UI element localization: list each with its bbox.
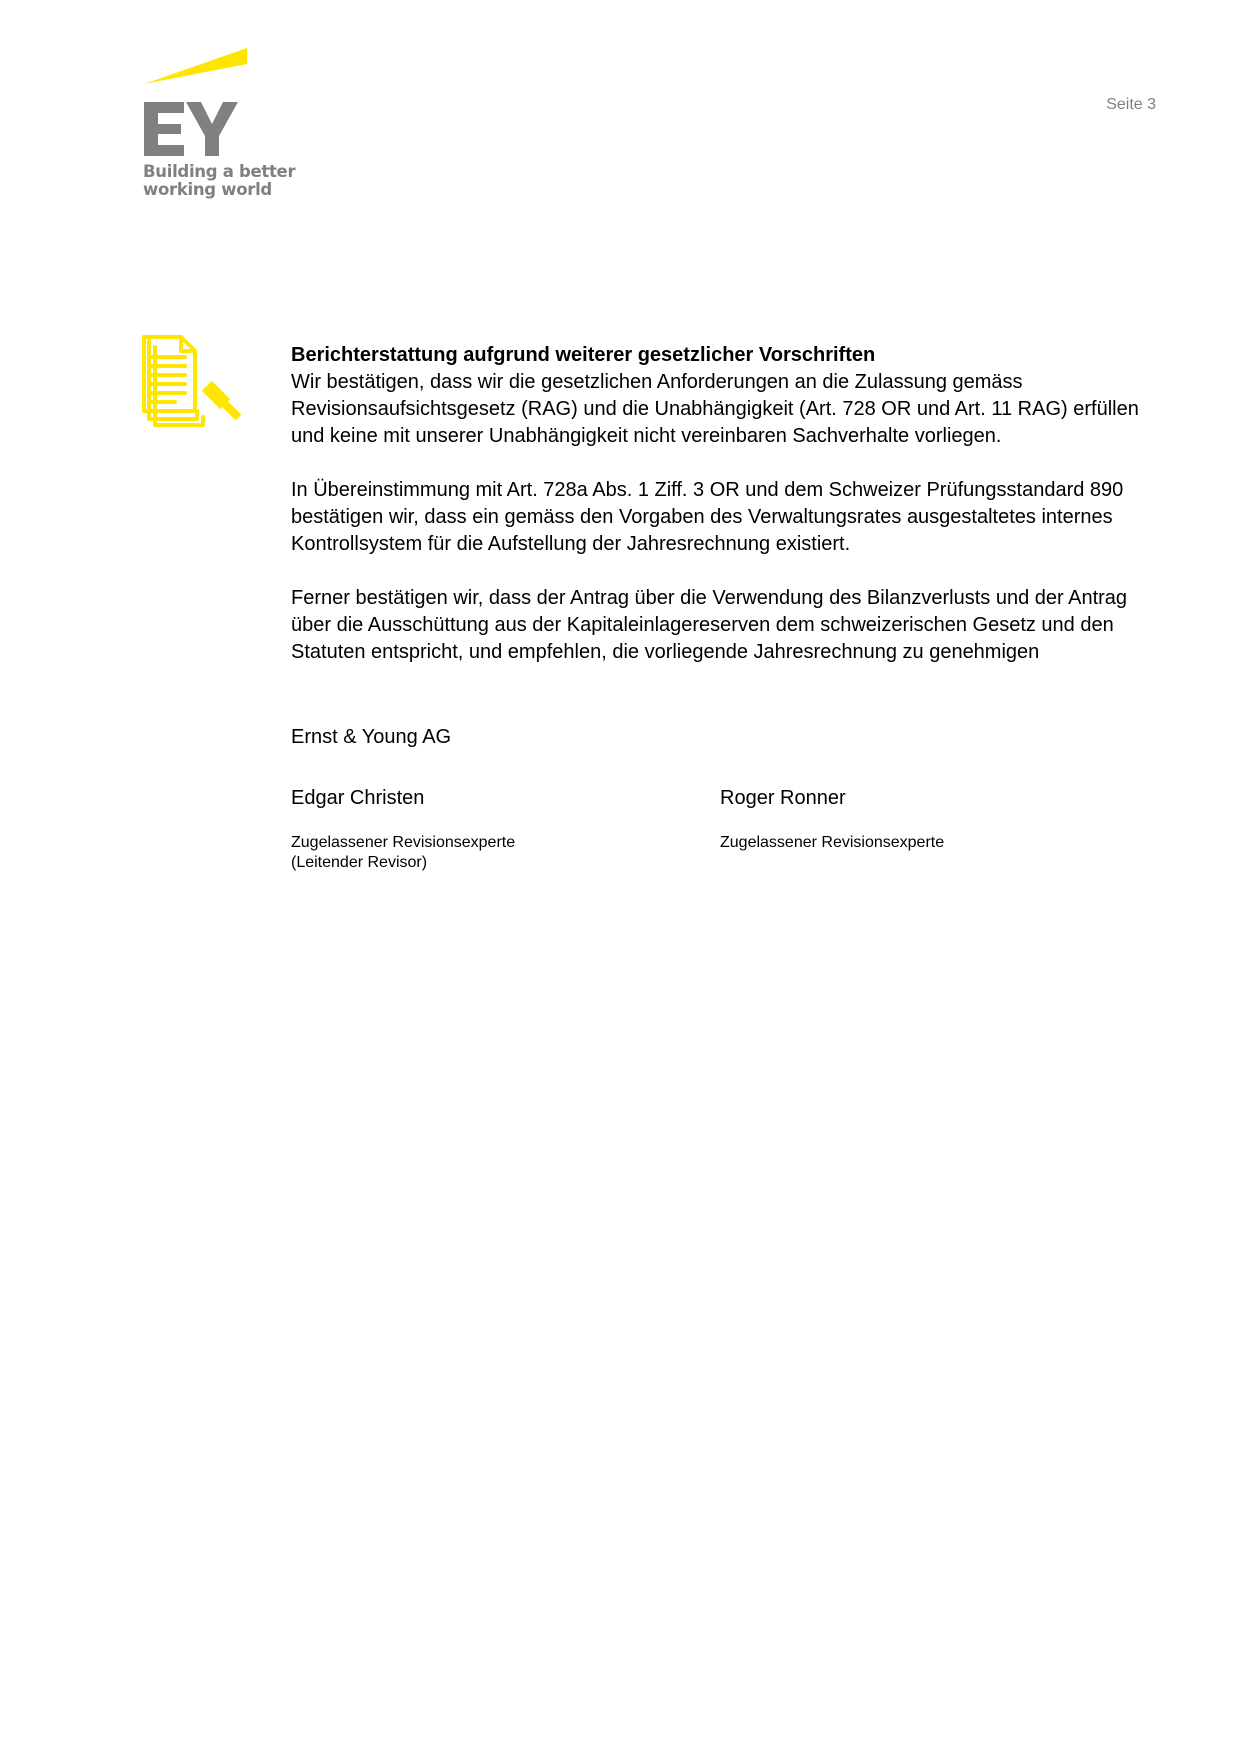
signer-role-line-1: Zugelassener Revisionsexperte bbox=[720, 834, 945, 851]
documents-gavel-icon bbox=[141, 335, 246, 433]
paragraph-1-text: Wir bestätigen, dass wir die gesetzlichen Anforderungen an die Zulassung gemäss Revisionsaufsichtsgesetz (RAG) und die Unabhängigkeit (Art. 728 OR und Art. 11 RAG) erfüllen und keine mit unserer Unabhängigkeit nicht vereinbaren Sachverhalte vorliegen. bbox=[291, 371, 1139, 447]
firm-name: Ernst & Young AG bbox=[291, 726, 452, 748]
paragraph-3: Ferner bestätigen wir, dass der Antrag über die Verwendung des Bilanzverlusts und der Antrag über die Ausschüttung aus der Kapitaleinlagereserven dem schweizerischen Gesetz und den Statuten entspricht, und empfehlen, die vorliegende Jahresrechnung zu genehmigen bbox=[291, 587, 1128, 663]
signer-role bbox=[291, 833, 691, 873]
signer-role-line-2: (Leitender Revisor) bbox=[291, 854, 428, 871]
signer-2 bbox=[720, 785, 1120, 853]
paragraph-1 bbox=[291, 342, 1171, 450]
tagline-line-2: working world bbox=[143, 180, 272, 199]
page-number: Seite 3 bbox=[1106, 96, 1156, 113]
section-title: Berichterstattung aufgrund weiterer gesetzlicher Vorschriften bbox=[291, 344, 876, 366]
signer-role bbox=[720, 833, 1120, 853]
signer-role-line-1: Zugelassener Revisionsexperte bbox=[291, 834, 516, 851]
logo-tagline bbox=[143, 163, 295, 199]
signer-name: Roger Ronner bbox=[720, 787, 846, 809]
signer-name: Edgar Christen bbox=[291, 787, 425, 809]
tagline-line-1: Building a better bbox=[143, 162, 296, 181]
signer-1 bbox=[291, 785, 691, 873]
report-section bbox=[291, 342, 1171, 693]
paragraph-2: In Übereinstimmung mit Art. 728a Abs. 1 Ziff. 3 OR und dem Schweizer Prüfungsstandard 890 bestätigen wir, dass ein gemäss den Vorgaben des Verwaltungsrates ausgestaltetes internes Kontrollsystem für die Aufstellung der Jahresrechnung existiert. bbox=[291, 479, 1124, 555]
